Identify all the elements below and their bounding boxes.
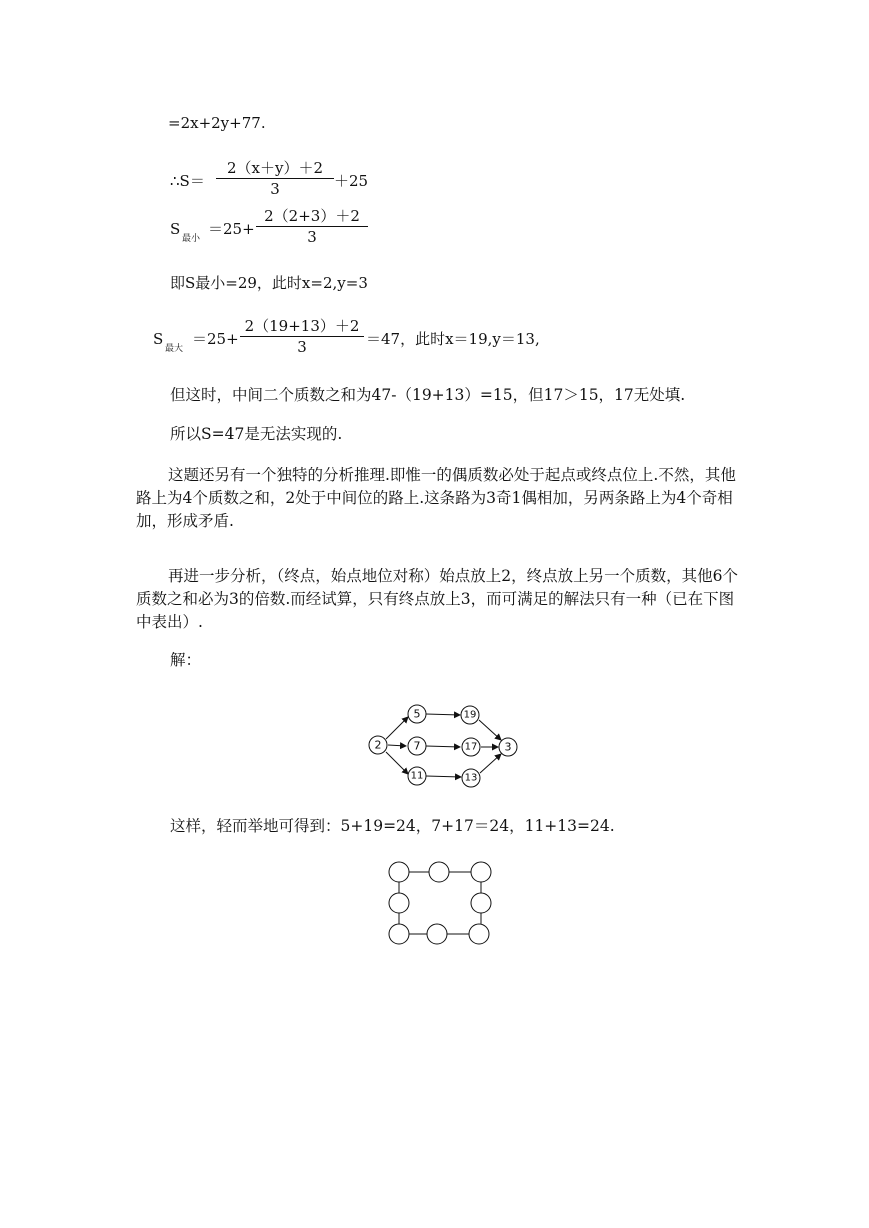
ring-node [469,924,489,944]
equation-s-rhs: ＋25 [334,172,369,190]
equation-smax-rhs: ＝47，此时x＝19,y＝13, [366,330,540,348]
node-top-1-label: 5 [413,707,421,721]
edge-5-19 [426,714,460,715]
node-bot-1-label: 11 [410,770,424,782]
contradiction-line: 但这时，中间二个质数之和为47-（19+13）=15，但17＞15，17无处填. [170,386,686,404]
fraction-denominator: 3 [297,338,307,356]
fraction-numerator: 2（x＋y）＋2 [226,159,324,177]
ring-node [389,924,409,944]
ring-node [429,862,449,882]
edge-19-3 [479,720,501,740]
equation-s-lhs: ∴S＝ [170,172,205,190]
equation-smin-s: S [170,220,181,238]
equation-smax-eq: ＝25+ [192,330,239,348]
node-top-2-label: 19 [463,709,477,721]
empty-circle-ring-diagram [380,855,500,955]
edge-2-5 [386,717,408,739]
node-bot-2-label: 13 [464,772,478,784]
edge-13-3 [480,754,501,773]
analysis-paragraph-1: 这题还另有一个独特的分析推理.即惟一的偶质数必处于起点或终点位上.不然，其他路上为4个质数之和，2处于中间位的路上.这条路为3奇1偶相加，另两条路上为4个奇相加，形成矛盾. [136,466,736,530]
ring-node [389,893,409,913]
equation-smax-s: S [153,330,164,348]
conclusion-line: 所以S=47是无法实现的. [170,425,343,443]
equation-line-1: =2x+2y+77. [168,114,266,132]
edge-11-13 [426,776,461,777]
ring-node [471,862,491,882]
prime-path-diagram [360,698,530,793]
node-mid-1-label: 7 [413,739,421,753]
minimum-result-line: 即S最小=29，此时x=2,y=3 [170,274,368,292]
node-start-label: 2 [374,738,382,752]
equation-smax-subscript: 最大 [165,344,184,354]
equation-smin-eq: ＝25+ [208,220,255,238]
edge-2-7 [388,745,406,746]
node-mid-2-label: 17 [464,741,478,753]
equation-s-fraction [216,158,334,199]
fraction-denominator: 3 [307,228,317,246]
fraction-numerator: 2（2+3）＋2 [264,207,360,225]
solution-label: 解： [170,651,202,669]
node-end-label: 3 [504,740,512,754]
ring-node [427,924,447,944]
fraction-denominator: 3 [270,180,280,198]
ring-node [389,862,409,882]
equation-smin-fraction [256,206,368,247]
fraction-numerator: 2（19+13）＋2 [244,317,360,335]
edge-2-11 [386,752,408,774]
ring-node [471,893,491,913]
equation-smax-fraction [240,316,364,357]
equation-smin-subscript: 最小 [182,234,201,244]
analysis-paragraph-2: 再进一步分析，（终点，始点地位对称）始点放上2，终点放上另一个质数，其他6个质数之和必为3的倍数.而经试算，只有终点放上3，而可满足的解法只有一种（已在下图中表出）. [136,567,738,631]
sums-line: 这样，轻而举地可得到：5+19=24，7+17＝24，11+13=24. [170,817,615,835]
edge-7-17 [426,746,460,747]
